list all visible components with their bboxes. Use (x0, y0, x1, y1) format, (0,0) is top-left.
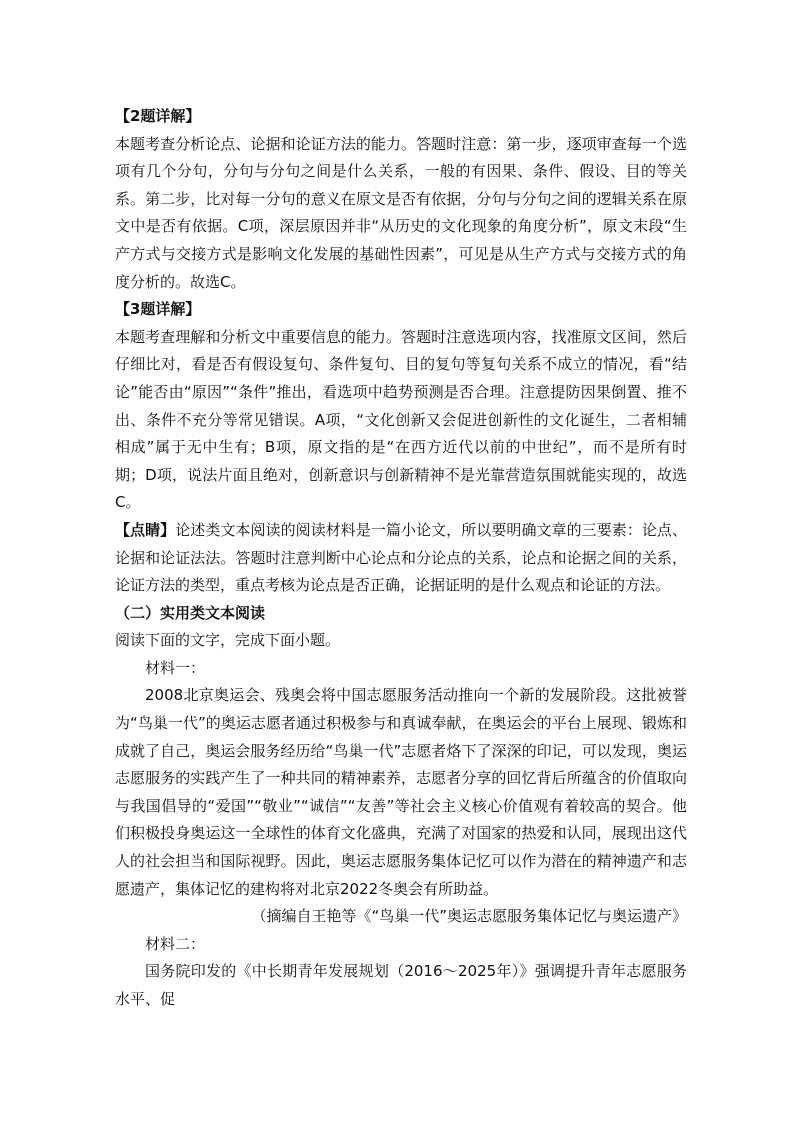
material1-body: 2008北京奥运会、残奥会将中国志愿服务活动推向一个新的发展阶段。这批被誉为“鸟巢一代”的奥运志愿者通过积极参与和真诚奉献，在奥运会的平台上展现、锻炼和成就了自己，奥运会服务经历给“鸟巢一代”志愿者烙下了深深的印记，可以发现，奥运志愿服务的实践产生了一种共同的精神素养，志愿者分享的回忆背后所蕴含的价值取向与我国倡导的“爱国”“敬业”“诚信”“友善”等社会主义核心价值观有着较高的契合。他们积极投身奥运这一全球性的体育文化盛典，充满了对国家的热爱和认同，展现出这代人的社会担当和国际视野。因此，奥运志愿服务集体记忆可以作为潜在的精神遗产和志愿遗产，集体记忆的建构将对北京2022冬奥会有所助益。 (115, 686, 687, 898)
instruction-text: 阅读下面的文字，完成下面小题。 (115, 631, 341, 650)
q3-explanation: 本题考查理解和分析文中重要信息的能力。答题时注意选项内容，找准原文区间，然后仔细比对，看是否有假设复句、条件复句、目的复句等复句关系不成立的情况，看“结论”能否由“原因”“条件”推出，看选项中趋势预测是否合理。注意提防因果倒置、推不出、条件不充分等常见错误。A项，“文化创新又会促进创新性的文化诞生，二者相辅相成”属于无中生有；B项，原文指的是“在西方近代以前的中世纪”，而不是所有时期；D项，说法片面且绝对，创新意识与创新精神不是光靠营造氛围就能实现的，故选C。 (115, 327, 687, 512)
material1-label: 材料一： (145, 658, 206, 677)
q3-heading: 【3题详解】 (115, 300, 201, 319)
material1-source: （摘编自王艳等《“鸟巢一代”奥运志愿服务集体记忆与奥运遗产》 (251, 907, 687, 926)
section-title: （二）实用类文本阅读 (115, 603, 266, 622)
material2-label: 材料二： (145, 934, 206, 953)
tip-heading: 【点睛】 (115, 520, 176, 539)
document-page (115, 103, 687, 1014)
material2-body: 国务院印发的《中长期青年发展规划（2016～2025年）》强调提升青年志愿服务水平、促 (115, 962, 687, 1008)
tip-paragraph (115, 517, 687, 600)
q2-explanation: 本题考查分析论点、论据和论证方法的能力。答题时注意：第一步，逐项审查每一个选项有几个分句，分句与分句之间是什么关系，一般的有因果、条件、假设、目的等关系。第二步，比对每一分句的意义在原文是否有依据，分句与分句之间的逻辑关系在原文中是否有依据。C项，深层原因并非“从历史的文化现象的角度分析”，原文末段“生产方式与交接方式是影响文化发展的基础性因素”，可见是从生产方式与交接方式的角度分析的。故选C。 (115, 134, 687, 291)
tip-text: 论述类文本阅读的阅读材料是一篇小论文，所以要明确文章的三要素：论点、论据和论证法法。答题时注意判断中心论点和分论点的关系，论点和论据之间的关系，论证方法的类型，重点考核为论点是否正确，论据证明的是什么观点和论证的方法。 (115, 520, 687, 595)
q2-heading: 【2题详解】 (115, 107, 201, 125)
